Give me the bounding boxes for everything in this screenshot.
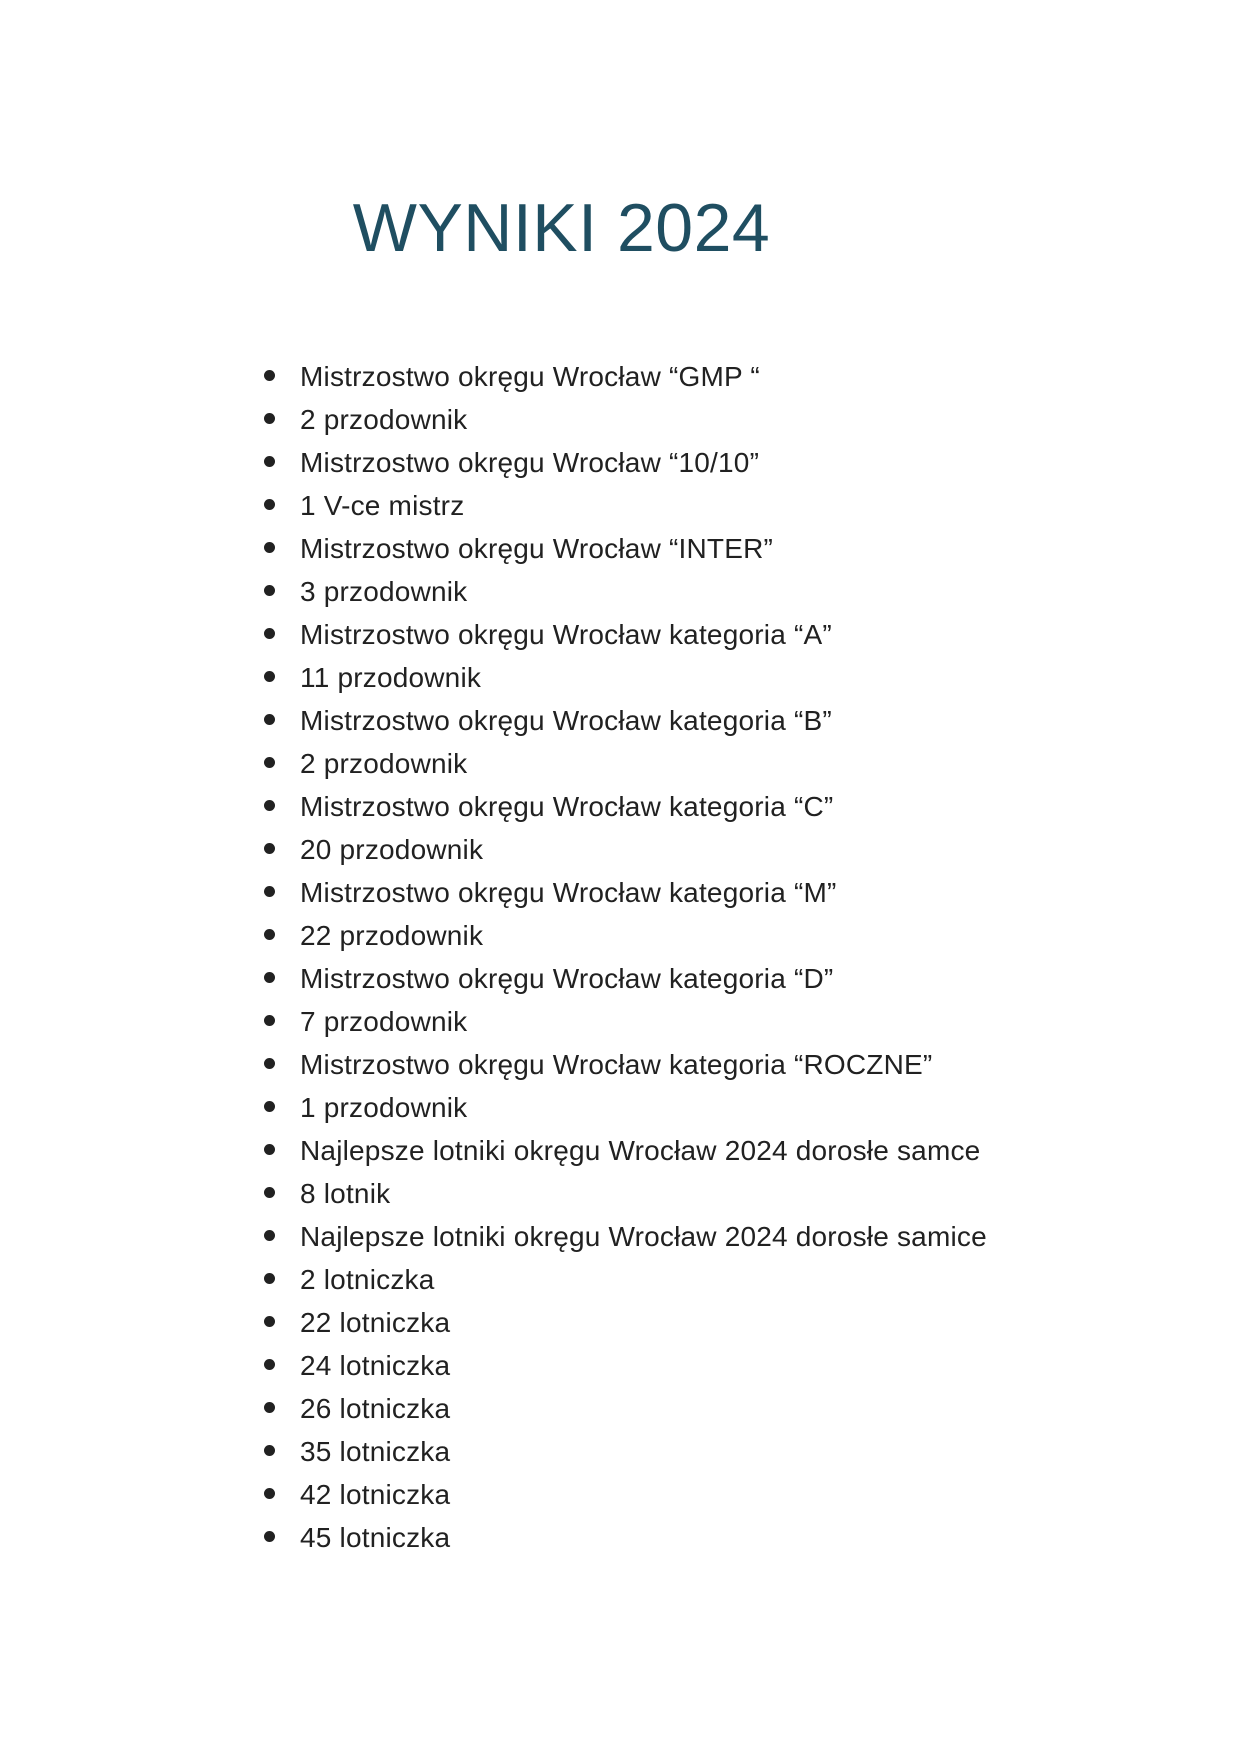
bullet-icon [264,585,275,596]
bullet-icon [264,1187,275,1198]
list-item [263,1516,1201,1559]
list-item-text: 42 lotniczka [300,1479,451,1510]
bullet-icon [264,1402,275,1413]
bullet-icon [264,1445,275,1456]
list-item [263,914,1201,957]
bullet-icon [264,929,275,940]
list-item [263,1172,1201,1215]
list-item-text: 22 lotniczka [300,1307,451,1338]
bullet-icon [264,1015,275,1026]
list-item-text: 24 lotniczka [300,1350,451,1381]
bullet-icon [264,800,275,811]
list-item-text: Mistrzostwo okręgu Wrocław “INTER” [300,533,774,564]
bullet-icon [264,628,275,639]
list-item [263,1387,1201,1430]
list-item-text: 7 przodownik [300,1006,468,1037]
bullet-icon [264,1531,275,1542]
bullet-icon [264,886,275,897]
list-item-text: 2 lotniczka [300,1264,435,1295]
list-item [263,742,1201,785]
list-item [263,570,1201,613]
list-item-text: 2 przodownik [300,748,468,779]
list-item-text: 2 przodownik [300,404,468,435]
bullet-icon [264,1230,275,1241]
list-item-text: Mistrzostwo okręgu Wrocław kategoria “C” [300,791,834,822]
list-item-text: 22 przodownik [300,920,484,951]
list-item [263,1000,1201,1043]
bullet-icon [264,714,275,725]
results-list [263,355,1201,1559]
bullet-icon [264,671,275,682]
list-item-text: Mistrzostwo okręgu Wrocław “10/10” [300,447,760,478]
bullet-icon [264,1316,275,1327]
bullet-icon [264,456,275,467]
list-item [263,1258,1201,1301]
bullet-icon [264,972,275,983]
list-item [263,398,1201,441]
bullet-icon [264,1058,275,1069]
bullet-icon [264,843,275,854]
list-item-text: Mistrzostwo okręgu Wrocław kategoria “A” [300,619,832,650]
list-item-text: 8 lotnik [300,1178,391,1209]
list-item [263,957,1201,1000]
list-item-text: 1 V-ce mistrz [300,490,465,521]
list-item-text: 3 przodownik [300,576,468,607]
bullet-icon [264,542,275,553]
list-item [263,484,1201,527]
bullet-icon [264,413,275,424]
bullet-icon [264,1359,275,1370]
bullet-icon [264,1488,275,1499]
bullet-icon [264,499,275,510]
list-item [263,1301,1201,1344]
list-item [263,1129,1201,1172]
bullet-icon [264,757,275,768]
bullet-icon [264,1273,275,1284]
list-item [263,613,1201,656]
list-item [263,871,1201,914]
list-item [263,656,1201,699]
list-item-text: Mistrzostwo okręgu Wrocław kategoria “ROCZNE” [300,1049,933,1080]
list-item [263,699,1201,742]
document-title: WYNIKI 2024 [352,190,771,266]
list-item-text: 45 lotniczka [300,1522,451,1553]
list-item-text: 26 lotniczka [300,1393,451,1424]
list-item [263,527,1201,570]
list-item-text: Najlepsze lotniki okręgu Wrocław 2024 dorosłe samce [300,1135,981,1166]
list-item [263,828,1201,871]
bullet-icon [264,370,275,381]
list-item [263,1215,1201,1258]
list-item [263,1344,1201,1387]
list-item [263,1473,1201,1516]
list-item-text: 20 przodownik [300,834,484,865]
bullet-icon [264,1144,275,1155]
list-item [263,785,1201,828]
list-item-text: 1 przodownik [300,1092,468,1123]
list-item [263,441,1201,484]
list-item-text: Mistrzostwo okręgu Wrocław kategoria “D” [300,963,834,994]
list-item-text: 11 przodownik [300,662,482,693]
list-item [263,355,1201,398]
list-item-text: Najlepsze lotniki okręgu Wrocław 2024 dorosłe samice [300,1221,987,1252]
list-item-text: Mistrzostwo okręgu Wrocław kategoria “B” [300,705,832,736]
list-item-text: Mistrzostwo okręgu Wrocław kategoria “M” [300,877,837,908]
list-item-text: Mistrzostwo okręgu Wrocław “GMP “ [300,361,760,392]
list-item [263,1430,1201,1473]
list-item-text: 35 lotniczka [300,1436,451,1467]
list-item [263,1086,1201,1129]
bullet-icon [264,1101,275,1112]
list-item [263,1043,1201,1086]
